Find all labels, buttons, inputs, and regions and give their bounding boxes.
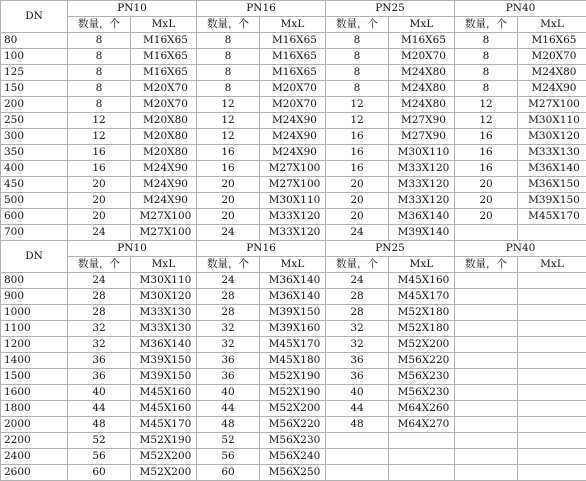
dn-cell: 2600	[1, 465, 68, 481]
table-row	[1, 33, 586, 49]
pressure-class-header: PN16	[197, 241, 326, 257]
bolt-qty-cell: 12	[455, 97, 518, 113]
bolt-qty-cell	[455, 417, 518, 433]
bolt-qty-cell: 52	[197, 433, 260, 449]
bolt-size-cell: M30X110	[260, 193, 326, 209]
bolt-qty-cell: 32	[197, 337, 260, 353]
bolt-qty-cell: 40	[326, 385, 389, 401]
bolt-qty-cell	[326, 433, 389, 449]
bolt-size-cell: M33X130	[131, 305, 197, 321]
size-subheader: MxL	[389, 17, 455, 33]
bolt-size-cell	[389, 449, 455, 465]
bolt-size-cell	[518, 305, 586, 321]
dn-cell: 1600	[1, 385, 68, 401]
bolt-size-cell: M20X70	[518, 49, 586, 65]
bolt-size-cell: M56X240	[260, 449, 326, 465]
dn-cell: 500	[1, 193, 68, 209]
table-row	[1, 305, 586, 321]
bolt-qty-cell: 16	[68, 145, 131, 161]
bolt-size-cell	[518, 289, 586, 305]
bolt-size-cell	[389, 433, 455, 449]
bolt-qty-cell: 32	[326, 337, 389, 353]
table-row	[1, 145, 586, 161]
bolt-size-cell	[518, 385, 586, 401]
bolt-size-cell: M24X90	[131, 193, 197, 209]
bolt-qty-cell: 44	[197, 401, 260, 417]
table-row	[1, 97, 586, 113]
bolt-size-cell: M16X65	[260, 33, 326, 49]
bolt-qty-cell: 12	[197, 97, 260, 113]
bolt-size-cell: M56X230	[389, 385, 455, 401]
dn-header: DN	[1, 241, 68, 273]
bolt-size-cell	[518, 353, 586, 369]
bolt-size-cell	[518, 273, 586, 289]
bolt-qty-cell: 20	[197, 209, 260, 225]
table-row	[1, 161, 586, 177]
bolt-size-cell: M33X120	[389, 177, 455, 193]
bolt-size-cell: M30X110	[131, 273, 197, 289]
size-subheader: MxL	[131, 257, 197, 273]
qty-subheader: 数量，个	[68, 17, 131, 33]
bolt-qty-cell: 12	[326, 97, 389, 113]
bolt-size-cell: M56X250	[260, 465, 326, 481]
table-row	[1, 401, 586, 417]
bolt-size-cell: M52X190	[260, 385, 326, 401]
dn-cell: 2400	[1, 449, 68, 465]
bolt-size-cell: M20X70	[260, 81, 326, 97]
bolt-qty-cell: 12	[68, 113, 131, 129]
bolt-size-cell: M56X230	[260, 433, 326, 449]
bolt-qty-cell	[455, 369, 518, 385]
bolt-size-cell: M36X140	[260, 289, 326, 305]
bolt-qty-cell: 8	[455, 65, 518, 81]
bolt-qty-cell: 36	[326, 353, 389, 369]
dn-cell: 2200	[1, 433, 68, 449]
bolt-size-cell: M16X65	[131, 49, 197, 65]
bolt-size-cell: M20X70	[389, 49, 455, 65]
bolt-qty-cell: 44	[68, 401, 131, 417]
qty-subheader: 数量，个	[455, 17, 518, 33]
bolt-qty-cell	[455, 433, 518, 449]
bolt-size-cell	[518, 433, 586, 449]
bolt-size-cell: M39X140	[389, 225, 455, 241]
header-row-pressure	[1, 1, 586, 17]
header-row-sub	[1, 17, 586, 33]
bolt-qty-cell: 20	[326, 193, 389, 209]
bolt-qty-cell: 36	[326, 369, 389, 385]
bolt-qty-cell: 16	[455, 129, 518, 145]
bolt-size-cell: M20X70	[260, 97, 326, 113]
dn-cell: 1200	[1, 337, 68, 353]
bolt-qty-cell: 56	[68, 449, 131, 465]
bolt-size-cell: M33X120	[389, 193, 455, 209]
bolt-qty-cell: 8	[455, 81, 518, 97]
bolt-qty-cell: 20	[68, 177, 131, 193]
bolt-qty-cell: 48	[68, 417, 131, 433]
dn-cell: 1800	[1, 401, 68, 417]
bolt-size-cell: M24X80	[518, 65, 586, 81]
bolt-size-cell: M52X200	[131, 449, 197, 465]
bolt-size-cell: M30X110	[389, 145, 455, 161]
header-row-pressure	[1, 241, 586, 257]
bolt-qty-cell: 8	[197, 65, 260, 81]
bolt-size-cell: M20X80	[131, 129, 197, 145]
bolt-size-cell: M52X180	[389, 321, 455, 337]
bolt-size-cell: M27X90	[389, 113, 455, 129]
bolt-size-cell: M16X65	[260, 49, 326, 65]
bolt-qty-cell: 8	[455, 49, 518, 65]
dn-cell: 150	[1, 81, 68, 97]
bolt-qty-cell	[455, 321, 518, 337]
bolt-size-cell: M27X100	[518, 97, 586, 113]
bolt-size-cell: M36X140	[260, 273, 326, 289]
bolt-size-cell: M24X80	[389, 65, 455, 81]
size-subheader: MxL	[389, 257, 455, 273]
dn-cell: 1000	[1, 305, 68, 321]
table-row	[1, 465, 586, 481]
bolt-qty-cell: 16	[68, 161, 131, 177]
bolt-qty-cell: 32	[68, 337, 131, 353]
bolt-size-cell	[518, 321, 586, 337]
bolt-size-cell: M20X80	[131, 113, 197, 129]
size-subheader: MxL	[518, 17, 586, 33]
table-row	[1, 353, 586, 369]
bolt-qty-cell: 8	[197, 49, 260, 65]
dn-cell: 250	[1, 113, 68, 129]
bolt-qty-cell: 48	[197, 417, 260, 433]
bolt-qty-cell: 28	[68, 289, 131, 305]
dn-cell: 1400	[1, 353, 68, 369]
table-row	[1, 433, 586, 449]
bolt-qty-cell: 24	[68, 225, 131, 241]
bolt-size-cell: M16X65	[518, 33, 586, 49]
bolt-size-cell: M36X150	[518, 177, 586, 193]
bolt-qty-cell	[326, 449, 389, 465]
bolt-qty-cell: 16	[197, 161, 260, 177]
table-row	[1, 177, 586, 193]
pressure-class-header: PN16	[197, 1, 326, 17]
bolt-qty-cell: 40	[68, 385, 131, 401]
bolt-qty-cell: 8	[68, 33, 131, 49]
table-row	[1, 113, 586, 129]
table-row	[1, 193, 586, 209]
pressure-class-header: PN25	[326, 241, 455, 257]
bolt-size-cell: M39X150	[260, 305, 326, 321]
bolt-qty-cell: 16	[455, 145, 518, 161]
bolt-size-cell: M33X130	[131, 321, 197, 337]
bolt-qty-cell: 28	[197, 289, 260, 305]
bolt-qty-cell: 8	[326, 65, 389, 81]
qty-subheader: 数量，个	[68, 257, 131, 273]
bolt-size-cell: M24X80	[389, 81, 455, 97]
pressure-class-header: PN40	[455, 1, 586, 17]
bolt-qty-cell: 28	[68, 305, 131, 321]
dn-cell: 400	[1, 161, 68, 177]
bolt-qty-cell: 24	[326, 225, 389, 241]
bolt-size-cell: M36X140	[131, 337, 197, 353]
qty-subheader: 数量，个	[197, 17, 260, 33]
bolt-qty-cell: 28	[326, 305, 389, 321]
dn-cell: 125	[1, 65, 68, 81]
bolt-size-cell: M33X130	[518, 145, 586, 161]
bolt-qty-cell	[455, 305, 518, 321]
bolt-size-cell: M45X160	[389, 273, 455, 289]
bolt-qty-cell	[455, 401, 518, 417]
bolt-size-cell: M24X90	[131, 161, 197, 177]
bolt-size-cell: M30X110	[518, 113, 586, 129]
dn-cell: 1100	[1, 321, 68, 337]
bolt-size-cell: M33X120	[260, 225, 326, 241]
bolt-size-cell	[518, 465, 586, 481]
pressure-class-header: PN10	[68, 1, 197, 17]
bolt-qty-cell: 16	[326, 145, 389, 161]
bolt-size-cell: M52X180	[389, 305, 455, 321]
table-row	[1, 449, 586, 465]
table-row	[1, 129, 586, 145]
dn-cell: 2000	[1, 417, 68, 433]
dn-cell: 350	[1, 145, 68, 161]
bolt-size-cell: M52X200	[260, 401, 326, 417]
bolt-qty-cell: 20	[455, 209, 518, 225]
bolt-qty-cell	[455, 273, 518, 289]
bolt-qty-cell: 8	[197, 81, 260, 97]
bolt-qty-cell: 44	[326, 401, 389, 417]
bolt-size-cell: M45X170	[131, 417, 197, 433]
dn-cell: 1500	[1, 369, 68, 385]
bolt-qty-cell: 20	[455, 193, 518, 209]
bolt-size-cell: M30X120	[131, 289, 197, 305]
bolt-size-cell: M64X260	[389, 401, 455, 417]
bolt-qty-cell	[455, 337, 518, 353]
size-subheader: MxL	[260, 17, 326, 33]
table-row	[1, 225, 586, 241]
bolt-qty-cell: 12	[68, 129, 131, 145]
dn-cell: 600	[1, 209, 68, 225]
bolt-size-cell	[518, 225, 586, 241]
table-row	[1, 273, 586, 289]
bolt-qty-cell: 8	[68, 81, 131, 97]
bolt-size-cell: M27X100	[131, 209, 197, 225]
qty-subheader: 数量，个	[326, 257, 389, 273]
bolt-size-cell: M39X160	[260, 321, 326, 337]
bolt-qty-cell: 36	[68, 353, 131, 369]
bolt-qty-cell	[455, 449, 518, 465]
qty-subheader: 数量，个	[455, 257, 518, 273]
bolt-size-cell: M45X180	[260, 353, 326, 369]
bolt-qty-cell: 8	[68, 65, 131, 81]
bolt-size-cell: M20X70	[131, 81, 197, 97]
bolt-qty-cell: 16	[326, 129, 389, 145]
bolt-size-cell: M20X70	[131, 97, 197, 113]
bolt-qty-cell: 16	[197, 145, 260, 161]
table-row	[1, 385, 586, 401]
table-row	[1, 417, 586, 433]
dn-cell: 700	[1, 225, 68, 241]
bolt-qty-cell: 32	[197, 321, 260, 337]
bolt-qty-cell: 8	[455, 33, 518, 49]
bolt-qty-cell: 32	[68, 321, 131, 337]
table-row	[1, 369, 586, 385]
bolt-qty-cell	[455, 465, 518, 481]
bolt-size-cell: M16X65	[131, 33, 197, 49]
bolt-size-cell: M56X220	[260, 417, 326, 433]
bolt-qty-cell: 24	[68, 273, 131, 289]
bolt-size-cell: M24X90	[131, 177, 197, 193]
bolt-size-cell: M45X160	[131, 385, 197, 401]
bolt-qty-cell: 32	[326, 321, 389, 337]
dn-cell: 80	[1, 33, 68, 49]
bolt-size-cell: M16X65	[131, 65, 197, 81]
dn-cell: 300	[1, 129, 68, 145]
bolt-size-cell	[518, 401, 586, 417]
bolt-qty-cell: 28	[326, 289, 389, 305]
bolt-qty-cell: 24	[197, 273, 260, 289]
bolt-qty-cell: 20	[197, 177, 260, 193]
bolt-qty-cell: 24	[326, 273, 389, 289]
bolt-size-cell: M27X90	[389, 129, 455, 145]
dn-cell: 200	[1, 97, 68, 113]
bolt-size-cell: M39X150	[131, 353, 197, 369]
bolt-size-cell: M52X190	[260, 369, 326, 385]
bolt-size-cell: M33X120	[389, 161, 455, 177]
table-body	[1, 1, 586, 481]
bolt-size-cell: M20X80	[131, 145, 197, 161]
table-row	[1, 65, 586, 81]
table-row	[1, 289, 586, 305]
dn-cell: 900	[1, 289, 68, 305]
bolt-qty-cell: 20	[197, 193, 260, 209]
bolt-qty-cell: 8	[326, 81, 389, 97]
bolt-qty-cell: 16	[455, 161, 518, 177]
bolt-qty-cell: 20	[326, 177, 389, 193]
bolt-qty-cell: 60	[197, 465, 260, 481]
bolt-qty-cell: 60	[68, 465, 131, 481]
size-subheader: MxL	[260, 257, 326, 273]
bolt-size-cell: M27X100	[260, 161, 326, 177]
bolt-size-cell: M56X230	[389, 369, 455, 385]
qty-subheader: 数量，个	[197, 257, 260, 273]
size-subheader: MxL	[131, 17, 197, 33]
bolt-qty-cell: 40	[197, 385, 260, 401]
bolt-qty-cell: 24	[197, 225, 260, 241]
bolt-qty-cell: 28	[197, 305, 260, 321]
bolt-size-cell: M24X90	[260, 129, 326, 145]
pressure-class-header: PN25	[326, 1, 455, 17]
bolt-qty-cell	[455, 225, 518, 241]
pressure-class-header: PN10	[68, 241, 197, 257]
bolt-size-cell: M45X160	[131, 401, 197, 417]
bolt-qty-cell: 8	[326, 33, 389, 49]
bolt-qty-cell	[455, 353, 518, 369]
bolt-size-cell: M24X90	[260, 113, 326, 129]
bolt-qty-cell: 36	[197, 369, 260, 385]
table-row	[1, 49, 586, 65]
bolt-qty-cell: 12	[197, 129, 260, 145]
bolt-size-cell: M36X140	[389, 209, 455, 225]
bolt-size-cell: M45X170	[518, 209, 586, 225]
dn-cell: 800	[1, 273, 68, 289]
bolt-qty-cell: 20	[455, 177, 518, 193]
table-row	[1, 81, 586, 97]
bolt-size-cell: M52X190	[131, 433, 197, 449]
bolt-size-cell: M16X65	[389, 33, 455, 49]
bolt-qty-cell: 56	[197, 449, 260, 465]
bolt-qty-cell: 48	[326, 417, 389, 433]
bolt-qty-cell: 20	[68, 193, 131, 209]
header-row-sub	[1, 257, 586, 273]
bolt-size-cell	[518, 449, 586, 465]
bolt-size-cell: M39X150	[131, 369, 197, 385]
size-subheader: MxL	[518, 257, 586, 273]
bolt-size-cell: M64X270	[389, 417, 455, 433]
pressure-class-header: PN40	[455, 241, 586, 257]
bolt-qty-cell: 8	[326, 49, 389, 65]
bolt-qty-cell: 20	[326, 209, 389, 225]
qty-subheader: 数量，个	[326, 17, 389, 33]
bolt-size-cell: M39X150	[518, 193, 586, 209]
dn-cell: 100	[1, 49, 68, 65]
table-row	[1, 209, 586, 225]
bolt-size-cell: M27X100	[131, 225, 197, 241]
bolt-qty-cell: 16	[326, 161, 389, 177]
bolt-size-cell: M56X220	[389, 353, 455, 369]
bolt-qty-cell: 36	[197, 353, 260, 369]
bolt-qty-cell: 12	[326, 113, 389, 129]
bolt-qty-cell	[455, 385, 518, 401]
bolt-qty-cell: 12	[455, 113, 518, 129]
dn-cell: 450	[1, 177, 68, 193]
bolt-size-cell: M45X170	[260, 337, 326, 353]
bolt-size-cell: M24X90	[260, 145, 326, 161]
bolt-size-cell: M16X65	[260, 65, 326, 81]
bolt-size-cell: M45X170	[389, 289, 455, 305]
bolt-qty-cell: 8	[197, 33, 260, 49]
bolt-size-cell: M24X80	[389, 97, 455, 113]
bolt-qty-cell: 8	[68, 49, 131, 65]
bolt-size-cell	[518, 337, 586, 353]
bolt-size-cell: M36X140	[518, 161, 586, 177]
bolt-qty-cell: 36	[68, 369, 131, 385]
bolt-qty-cell: 12	[197, 113, 260, 129]
bolt-size-cell: M52X200	[131, 465, 197, 481]
bolt-size-cell: M24X90	[518, 81, 586, 97]
bolt-size-cell: M30X120	[518, 129, 586, 145]
bolt-qty-cell	[326, 465, 389, 481]
dn-header: DN	[1, 1, 68, 33]
bolt-size-cell: M33X120	[260, 209, 326, 225]
table-row	[1, 321, 586, 337]
table-row	[1, 337, 586, 353]
bolt-qty-cell: 20	[68, 209, 131, 225]
bolt-qty-cell	[455, 289, 518, 305]
bolt-qty-cell: 8	[68, 97, 131, 113]
bolt-size-cell: M52X200	[389, 337, 455, 353]
bolt-size-cell	[518, 417, 586, 433]
bolt-qty-cell: 52	[68, 433, 131, 449]
bolt-size-cell	[389, 465, 455, 481]
bolt-size-cell: M27X100	[260, 177, 326, 193]
bolt-size-cell	[518, 369, 586, 385]
